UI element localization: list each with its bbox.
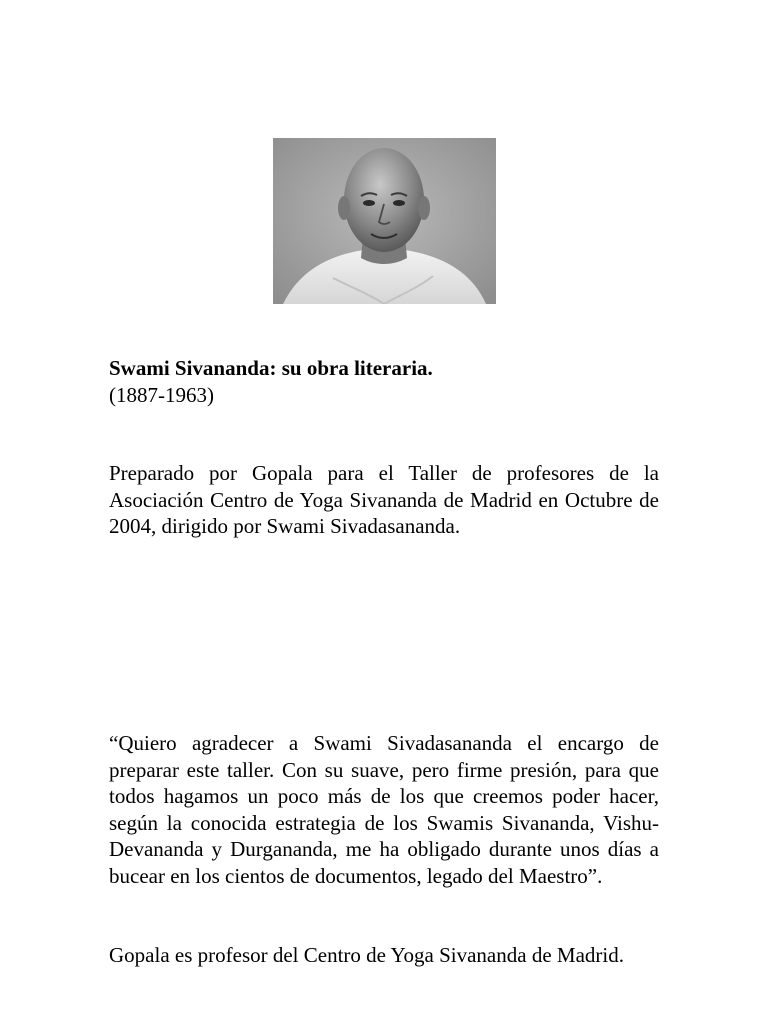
- portrait-photo-image: [273, 138, 496, 304]
- author-note-paragraph: Gopala es profesor del Centro de Yoga Sivananda de Madrid.: [109, 943, 624, 967]
- prepared-by-paragraph: Preparado por Gopala para el Taller de profesores de la Asociación Centro de Yoga Sivananda de Madrid en Octubre de 2004, dirigido por Swami Sivadasananda.: [109, 461, 659, 538]
- life-dates: (1887-1963): [109, 382, 214, 407]
- title-block: [109, 355, 659, 408]
- document-title: Swami Sivananda: su obra literaria.: [109, 356, 433, 380]
- quote-paragraph: “Quiero agradecer a Swami Sivadasananda el encargo de preparar este taller. Con su suave, pero firme presión, para que todos hagamos un poco más de los que creemos poder hacer, según la conocida estrategia de los Swamis Sivananda, Vishu-Devananda y Durgananda, me ha obligado durante unos días a bucear en los cientos de documentos, legado del Maestro”.: [109, 731, 659, 888]
- portrait-photo: [273, 138, 496, 304]
